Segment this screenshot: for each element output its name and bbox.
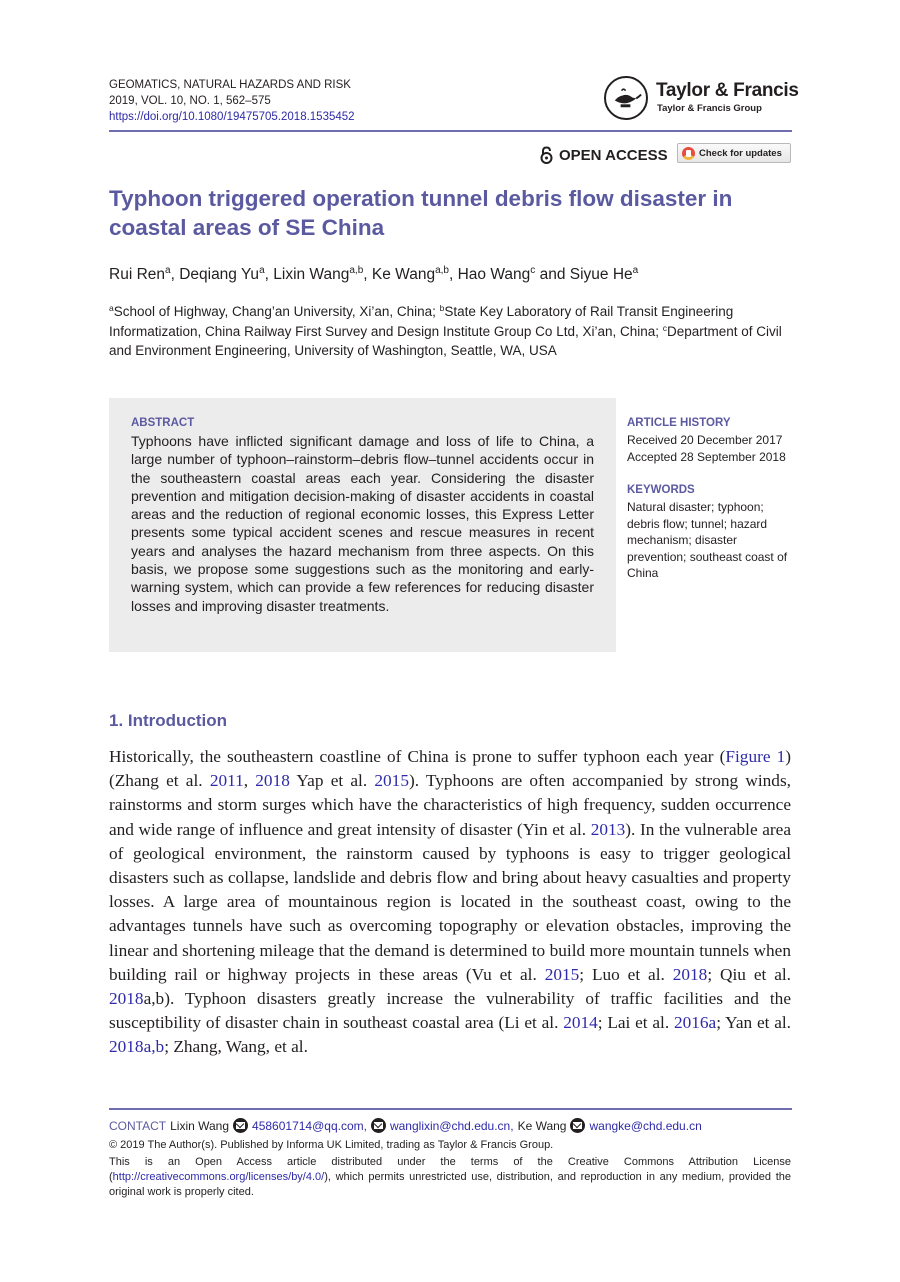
contact-name: Ke Wang [517, 1118, 567, 1133]
author: Siyue He$^a$ [569, 265, 639, 283]
citation-link[interactable]: 2014 [563, 1013, 598, 1033]
citation-link[interactable]: 2011 [209, 771, 244, 791]
contact-name: Lixin Wang [170, 1118, 230, 1133]
journal-volume: 2019, VOL. 10, NO. 1, 562–575 [109, 95, 271, 107]
paragraph-text: ) (Zhang et al. [109, 747, 791, 791]
article-title: Typhoon triggered operation tunnel debris flow disaster in coastal areas of SE China [109, 186, 733, 240]
email-icon [371, 1118, 386, 1133]
author: Hao Wang$^c$ and [457, 265, 570, 283]
author: Deqiang Yu$^a$, [179, 265, 274, 283]
paragraph-text: ; Lai et al. [597, 1013, 674, 1033]
paragraph-text: Yap et al. [289, 771, 375, 791]
license-notice: This is an Open Access article distributed under the terms of the Creative Commons Attribution License (http://creativecommons.org/licenses/by/4.0/), which permits unrestricted use, distribution, and reproduction in any medium, provided the original work is properly cited. [109, 1156, 791, 1199]
abstract-text: Typhoons have inflicted significant damage and loss of life to China, a large number of typhoon–rainstorm–debris flow–tunnel accidents occur in the southeastern coastal areas each year. Considering the disaster prevention and mitigation decision-making of disaster accidents in coastal areas and the reduction of regional economic losses, this Express Letter presents some typical accident scenes and rescue measures in recent years and analyses the hazard mechanism from three aspects. On this basis, we propose some suggestions such as the monitoring and early-warning system, which can provide a few references for reducing disaster losses and improving disaster treatments. [131, 433, 594, 614]
publisher-group: Taylor & Francis Group [657, 103, 762, 114]
keywords-heading: KEYWORDS [627, 484, 695, 496]
email-icon [233, 1118, 248, 1133]
doi-link[interactable]: https://doi.org/10.1080/19475705.2018.1535452 [109, 111, 355, 123]
publisher-logo[interactable] [604, 76, 799, 124]
affiliations: $^a$School of Highway, Chang’an University, Xi’an, China; $^b$State Key Laboratory of Rail Transit Engineering Informatization, China Railway First Survey and Design Institute Group Co Ltd, Xi’an, China; $^c$Department of Civil and Environment Engineering, University of Washington, Seattle, WA, USA [109, 303, 782, 359]
email-link[interactable]: wangke@chd.edu.cn [589, 1118, 702, 1133]
check-for-updates-label: Check for updates [699, 147, 782, 159]
journal-header [109, 77, 355, 125]
affiliation: Department of Civil and Environment Engineering, University of Washington, Seattle, WA, USA [109, 323, 782, 359]
license-link[interactable]: http://creativecommons.org/licenses/by/4.0/ [112, 1171, 325, 1184]
paragraph-text: ; Zhang, Wang, et al. [164, 1037, 308, 1057]
paragraph-text: , [243, 771, 256, 791]
citation-link[interactable]: 2018 [109, 989, 144, 1009]
contact-line [109, 1118, 702, 1133]
section-heading-introduction: 1. Introduction [109, 711, 228, 730]
email-icon [570, 1118, 585, 1133]
open-lock-icon [540, 146, 553, 164]
citation-link[interactable]: 2018 [255, 771, 290, 791]
keywords-text: Natural disaster; typhoon; debris flow; tunnel; hazard mechanism; disaster prevention; southeast coast of China [627, 500, 788, 580]
affiliation: School of Highway, Chang’an University, Xi’an, China; [113, 304, 440, 319]
affiliation: State Key Laboratory of Rail Transit Engineering Informatization, China Railway First Survey and Design Institute Group Co Ltd, Xi’an, China; [109, 304, 734, 339]
paragraph-text: ; Qiu et al. [707, 964, 791, 984]
author: Rui Ren$^a$, [109, 265, 180, 283]
check-for-updates-button[interactable] [677, 143, 791, 163]
open-access-badge [540, 146, 668, 164]
contact-label: CONTACT [109, 1118, 167, 1133]
received-date: Received 20 December 2017 [627, 433, 783, 447]
paragraph-text: Historically, the southeastern coastline of China is prone to suffer typhoon each year ( [109, 747, 726, 766]
paragraph-text: ; Yan et al. [716, 1013, 791, 1033]
crossmark-icon [682, 147, 695, 160]
author: Ke Wang$^{a,b}$, [371, 265, 458, 283]
header-divider [109, 130, 792, 132]
citation-link[interactable]: 2016a [673, 1013, 717, 1033]
paragraph-text: ; Luo et al. [579, 964, 673, 984]
citation-link[interactable]: 2018 [672, 964, 708, 984]
author: Lixin Wang$^{a,b}$, [273, 265, 372, 283]
footer-divider [109, 1108, 792, 1110]
lamp-logo-icon [604, 76, 648, 120]
citation-link[interactable]: 2013 [590, 819, 626, 839]
paragraph-text: ). In the vulnerable area of geological environment, the rainstorm caused by typhoons is easy to trigger geological disasters such as collapse, landslide and debris flow and bring about heavy casualties and property losses. A large area of mountainous region is located in the southeast coast, owing to the advantages tunnels have such as overcoming topography or elevation obstacles, improving the linear and shortening mileage that the demand is determined to build more mountain tunnels when building rail or highway projects in these areas (Vu et al. [109, 819, 791, 984]
paragraph-text: ). Typhoons are often accompanied by strong winds, rainstorms and storm surges which have the characteristics of high frequency, sudden occurrence and wide range of influence and great intensity of disaster (Yin et al. [109, 771, 791, 839]
accepted-date: Accepted 28 September 2018 [627, 450, 786, 464]
publisher-name: Taylor & Francis [656, 80, 799, 101]
citation-link[interactable]: Figure 1 [725, 747, 786, 766]
introduction-paragraph [109, 745, 791, 1060]
email-link[interactable]: 458601714@qq.com, [252, 1118, 367, 1133]
citation-link[interactable]: 2018a,b [109, 1037, 165, 1057]
copyright-notice: © 2019 The Author(s). Published by Informa UK Limited, trading as Taylor & Francis Group. [109, 1139, 554, 1151]
author-list [109, 266, 638, 284]
abstract-heading: ABSTRACT [131, 417, 195, 429]
paragraph-text: a,b). Typhoon disasters greatly increase the vulnerability of traffic facilities and the susceptibility of disaster chain in southeast coastal area (Li et al. [109, 989, 791, 1033]
article-history-heading: ARTICLE HISTORY [627, 417, 731, 429]
journal-name: GEOMATICS, NATURAL HAZARDS AND RISK [109, 79, 351, 91]
citation-link[interactable]: 2015 [374, 771, 409, 791]
open-access-label: OPEN ACCESS [559, 146, 668, 164]
citation-link[interactable]: 2015 [544, 964, 580, 984]
email-link[interactable]: wanglixin@chd.edu.cn, [389, 1118, 514, 1133]
